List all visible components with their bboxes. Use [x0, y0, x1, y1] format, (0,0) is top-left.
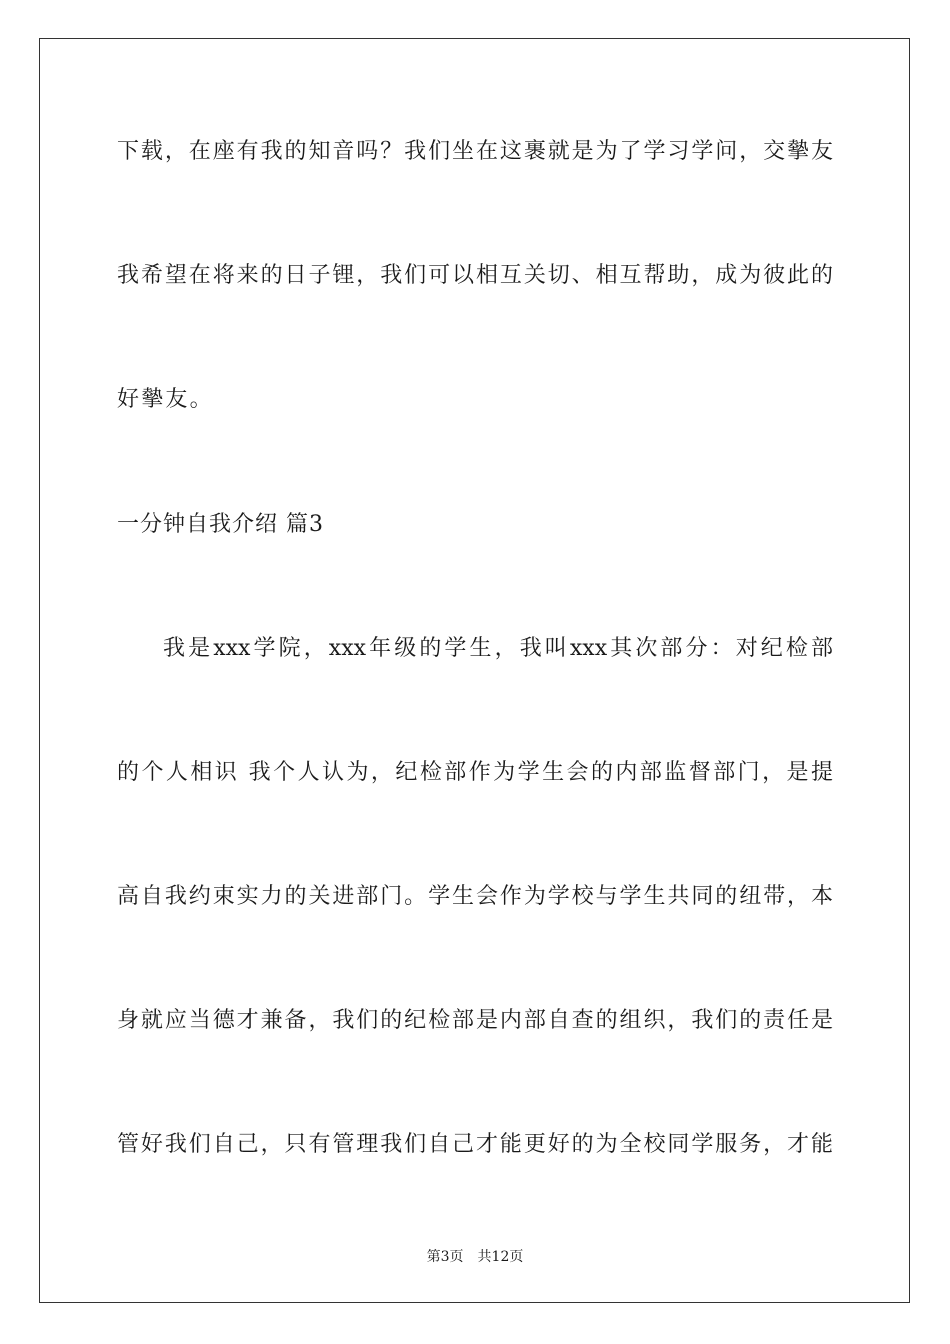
body-text-line-6: 高自我约束实力的关进部门。学生会作为学校与学生共同的纽带，本	[117, 884, 833, 909]
body-text-line-4: 我是xxx学院，xxx年级的学生，我叫xxx其次部分：对纪检部	[163, 636, 833, 661]
total-page-count: 共12页	[477, 1249, 524, 1265]
body-text-line-1: 下载，在座有我的知音吗？我们坐在这裹就是为了学习学问，交摰友	[117, 139, 833, 164]
body-text-line-3: 好摰友。	[117, 387, 214, 412]
body-text-line-8: 管好我们自己，只有管理我们自己才能更好的为全校同学服务，才能	[117, 1132, 833, 1157]
body-text-line-7: 身就应当德才兼备，我们的纪检部是内部自查的组织，我们的责任是	[117, 1008, 833, 1033]
body-text-line-5: 的个人相识 我个人认为，纪检部作为学生会的内部监督部门，是提	[117, 760, 833, 785]
body-text-line-2: 我希望在将来的日子锂，我们可以相互关切、相互帮助，成为彼此的	[117, 263, 833, 288]
page-footer	[0, 1248, 950, 1266]
page-border	[39, 38, 910, 1303]
current-page-number: 第3页	[426, 1249, 464, 1265]
section-heading: 一分钟自我介绍 篇3	[117, 512, 324, 537]
